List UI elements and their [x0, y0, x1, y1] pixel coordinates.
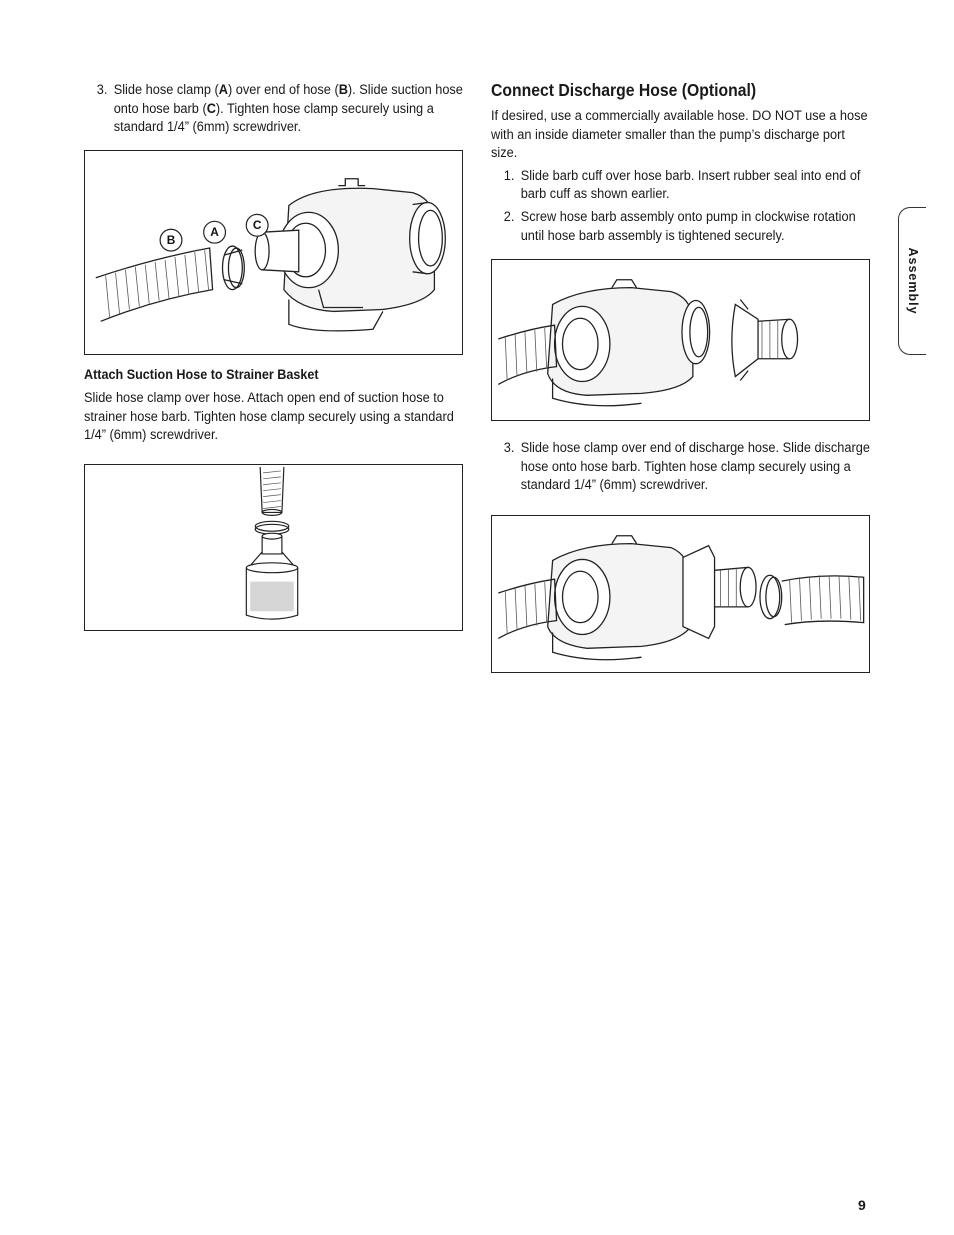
callout-b: B	[338, 82, 348, 98]
paragraph-strainer: Slide hose clamp over hose. Attach open end of suction hose to strainer hose barb. Tighten hose clamp securely using a standard 1/4” (6mm) screwdriver.	[84, 390, 454, 444]
figure-discharge-hose-clamp	[491, 515, 870, 673]
section-tab-assembly	[898, 207, 926, 355]
label-c: C	[252, 218, 262, 233]
label-b: B	[166, 233, 176, 248]
step-text: Slide hose clamp over end of discharge hose. Slide discharge hose onto hose barb. Tighten hose clamp securely using a standard 1/4” (6mm) screwdriver.	[520, 440, 870, 494]
step-number: 3.	[503, 440, 515, 456]
barb-assembly-illustration	[492, 260, 869, 420]
left-step-3	[84, 81, 464, 137]
strainer-illustration	[85, 465, 462, 630]
step-text: Slide hose clamp (A) over end of hose (B). Slide suction hose onto hose barb (C). Tighten hose clamp securely using a standard 1/4” (6mm) screwdriver.	[113, 82, 463, 136]
heading-discharge-hose: Connect Discharge Hose (Optional)	[491, 80, 757, 100]
callout-c: C	[206, 100, 216, 117]
step-text: Screw hose barb assembly onto pump in clockwise rotation until hose barb assembly is tightened securely.	[520, 208, 856, 244]
figure-suction-hose-pump	[84, 150, 463, 355]
step-number: 1.	[503, 167, 515, 184]
pump-suction-illustration	[85, 151, 462, 354]
page-number: 9	[858, 1197, 866, 1213]
right-step-1	[491, 167, 871, 204]
subheading-strainer: Attach Suction Hose to Strainer Basket	[84, 366, 319, 382]
right-step-2	[491, 208, 871, 245]
discharge-section	[491, 80, 871, 245]
callout-a: A	[218, 82, 228, 98]
paragraph-discharge-intro: If desired, use a commercially available hose. DO NOT use a hose with an inside diameter smaller than the pump’s discharge port size.	[491, 108, 868, 162]
label-a: A	[210, 225, 219, 240]
step-text: Slide barb cuff over hose barb. Insert rubber seal into end of barb cuff as shown earlier.	[520, 167, 861, 203]
step-number: 2.	[503, 208, 515, 225]
discharge-clamp-illustration	[492, 516, 869, 672]
section-tab-label: Assembly	[905, 247, 920, 315]
figure-hose-barb-assembly	[491, 259, 870, 421]
step-number: 3.	[96, 82, 108, 98]
figure-strainer-basket	[84, 464, 463, 631]
right-step-3	[491, 439, 871, 495]
strainer-section	[84, 366, 464, 445]
right-step-3-wrap	[491, 439, 871, 495]
